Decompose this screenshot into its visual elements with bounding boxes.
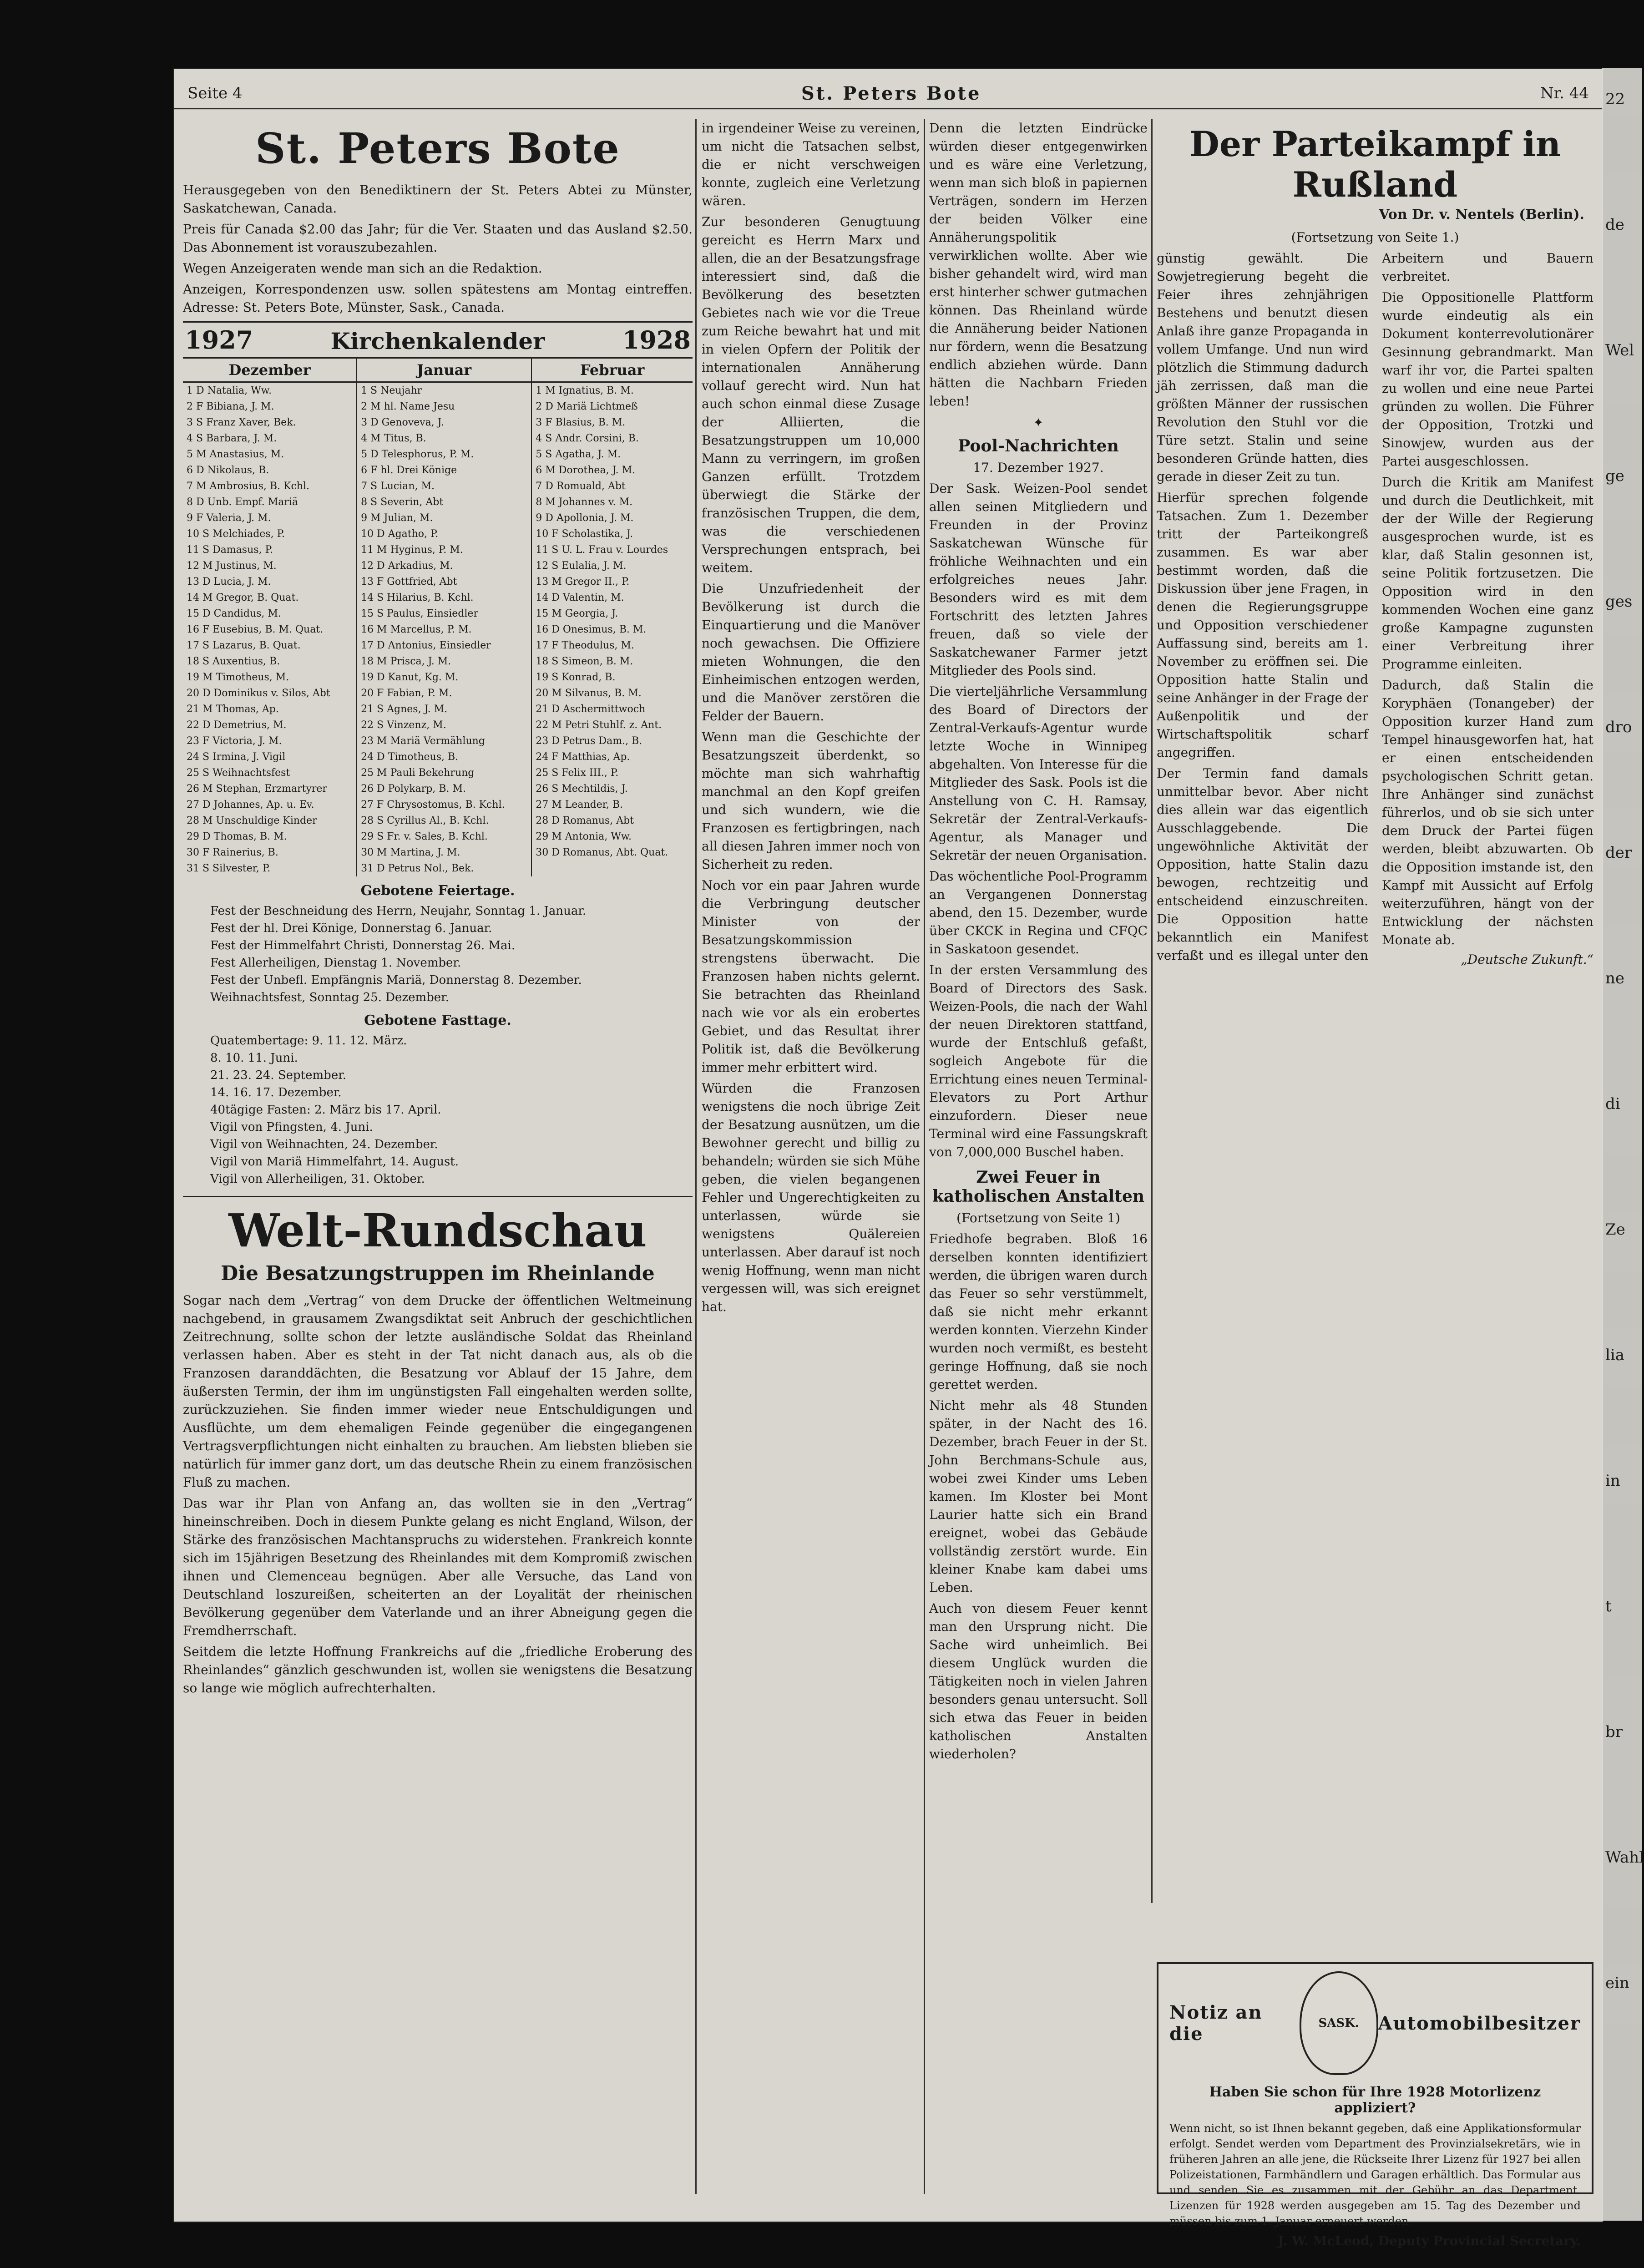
calendar-row (183, 845, 693, 861)
calendar-cell: 6 D Nikolaus, B. (187, 465, 269, 476)
calendar-cell: 13 M Gregor II., P. (531, 574, 693, 590)
pool-paragraph: In der ersten Versammlung des Board of Directors des Sask. Weizen-Pools, die nach der Wahl der neuen Direktoren stattfand, wurde der Entschluß gefaßt, sogleich Angebote für die Errichtung eines neuen Terminal-Elevators zu Port Arthur einzufordern. Dieser neue Terminal wird eine Fassungskraft von 7,000,000 Buschel haben. (929, 962, 1148, 1159)
calendar-row (183, 574, 693, 590)
calendar-row (183, 813, 693, 829)
calendar-row (183, 606, 693, 622)
fast-item: Vigil von Weihnachten, 24. Dezember. (210, 1138, 438, 1151)
calendar-cell: 26 M Stephan, Erzmartyrer (187, 783, 327, 795)
calendar-cell: 17 D Antonius, Einsiedler (357, 638, 531, 653)
party-paragraph: Hierfür sprechen folgende Tatsachen. Zum 1. Dezember tritt der Parteikongreß zusammen. Es war aber bestimmt worden, daß die Diskussion über jene Fragen, in denen die Regierungsgruppe und Opposition verschiedener Auffassung sind, bereits am 1. November zu eröffnen sei. Die Opposition hatte Stalin und seine Anhänger in der Frage der Außenpolitik und der Wirtschaftspolitik scharf angegriffen. (1157, 490, 1368, 760)
fire-subtitle: (Fortsetzung von Seite 1) (956, 1210, 1120, 1225)
calendar-cell: 25 M Pauli Bekehrung (357, 765, 531, 781)
calendar-cell: 28 M Unschuldige Kinder (187, 815, 317, 826)
calendar-row (183, 399, 693, 415)
calendar-cell: 2 D Mariä Lichtmeß (531, 399, 693, 415)
edge-text-fragment: Ze (1605, 1220, 1625, 1239)
calendar-cell: 23 D Petrus Dam., B. (531, 733, 693, 749)
calendar-row (183, 653, 693, 669)
article-paragraph: Die Unzufriedenheit der Bevölkerung ist durch die Einquartierung und die Manöver noch gewachsen. Die Offiziere mieten Wohnungen, die den Einheimischen entzogen werden, und die Manöver zerstören die Felder der Bauern. (702, 581, 920, 724)
calendar-row (183, 526, 693, 542)
column-divider (1151, 119, 1153, 1903)
party-paragraph: Dadurch, daß Stalin die Koryphäen (Tonangeber) der Opposition kurzer Hand zum Tempel hinausgeworfen hat, hat er einen entscheidenden psychologischen Schritt getan. Ihre Anhänger sind zunächst führerlos, und ob sie sich unter dem Druck der Partei fügen werden, bleibt abzuwarten. Ob die Opposition imstande ist, den Kampf mit Aussicht auf Erfolg weiterzuführen, hängt von der Entwicklung der nächsten Monate ab. (1382, 678, 1593, 947)
edge-text-fragment: de (1605, 216, 1624, 234)
calendar-row (183, 861, 693, 876)
party-title: Der Parteikampf in Rußland (1189, 124, 1561, 205)
ad-left-text: Notiz an die (1169, 2002, 1263, 2045)
calendar-row (183, 430, 693, 446)
calendar-cell: 15 M Georgia, J. (531, 606, 693, 622)
fast-item: Vigil von Pfingsten, 4. Juni. (210, 1120, 373, 1134)
calendar-cell: 10 D Agatho, P. (357, 526, 531, 542)
calendar-cell: 18 S Simeon, B. M. (531, 653, 693, 669)
calendar-cell: 15 D Candidus, M. (187, 608, 281, 619)
calendar-cell: 24 D Timotheus, B. (357, 749, 531, 765)
calendar-cell: 12 D Arkadius, M. (357, 558, 531, 574)
calendar-cell: 14 S Hilarius, B. Kchl. (357, 590, 531, 606)
calendar-cell: 30 M Martina, J. M. (357, 845, 531, 861)
calendar-cell: 9 D Apollonia, J. M. (531, 510, 693, 526)
edge-text-fragment: br (1605, 1723, 1623, 1741)
party-byline: Von Dr. v. Nentels (Berlin). (1379, 207, 1584, 223)
fire-title: Zwei Feuer in katholischen Anstalten (932, 1168, 1145, 1206)
fast-item: Vigil von Mariä Himmelfahrt, 14. August. (210, 1155, 459, 1169)
edge-text-fragment: Wahl (1605, 1848, 1644, 1867)
welt-paragraph: Sogar nach dem „Vertrag“ von dem Drucke der öffentlichen Weltmeinung nachgebend, in grausamem Zwangsdiktat seit Anbruch der geschichtlichen Zeitrechnung, sollte schon der letzte ausländische Soldat das Rheinland verlassen haben. Aber es steht in der Tat nicht danach aus, als ob die Franzosen daranddächten, die Besatzung vor Ablauf der 15 Jahre, dem äußersten Termin, der ihm im ungünstigsten Fall eingehalten werden sollte, zurückzuziehen. Sie finden immer wieder neue Entschuldigungen und Ausflüchte, um dem ehemaligen Feinde gegenüber die eingegangenen Vertragsverpflichtungen nicht einhalten zu brauchen. Am liebsten blieben sie natürlich für immer ganz dort, um das deutsche Rhein zu einem französischen Fluß zu machen. (183, 1293, 693, 1490)
month-january: Januar (357, 359, 531, 382)
edge-text-fragment: 22 (1605, 90, 1625, 108)
calendar-row (183, 558, 693, 574)
calendar-cell: 3 S Franz Xaver, Bek. (187, 417, 296, 428)
calendar-cell: 2 F Bibiana, J. M. (187, 401, 274, 412)
calendar-row (183, 733, 693, 749)
fast-item: 40tägige Fasten: 2. März bis 17. April. (210, 1103, 441, 1117)
feasts-title: Gebotene Feiertage. (360, 883, 515, 899)
feast-item: Fest Allerheiligen, Dienstag 1. November. (210, 956, 461, 970)
calendar-row (183, 462, 693, 478)
calendar-row (183, 622, 693, 638)
calendar-row (183, 382, 693, 399)
calendar-row (183, 446, 693, 462)
pool-paragraph: Der Sask. Weizen-Pool sendet allen seinen Mitgliedern und Freunden in der Provinz Saskatchewan Wünsche für fröhliche Weihnachten und ein erfolgreiches neues Jahr. Besonders wird es mit dem Fortschritt des letzten Jahres freuen, daß so viele der Saskatchewaner Farmer jetzt Mitglieder des Pools sind. (929, 481, 1148, 678)
calendar-cell: 19 D Kanut, Kg. M. (357, 669, 531, 685)
column-1 (183, 119, 693, 2194)
calendar-cell: 22 D Demetrius, M. (187, 719, 287, 731)
feasts-list (183, 902, 693, 1006)
calendar-cell: 29 S Fr. v. Sales, B. Kchl. (357, 829, 531, 845)
calendar-row (183, 415, 693, 430)
article-paragraph: Denn die letzten Eindrücke würden dieser entgegenwirken und es wäre eine Verletzung, wenn man sich bloß in papiernen Verträgen, sondern im Herzen der beiden Völker eine Annäherungspolitik verwirklichen wollte. Aber wie bisher gehandelt wird, wird man erst hinterher schwer gutmachen können. Das Rheinland würde die Annäherung beider Nationen nur fördern, wenn die Besatzung endlich abziehen würde. Dann hätten die Nachbarn Frieden leben! (929, 121, 1148, 409)
calendar-cell: 18 S Auxentius, B. (187, 656, 280, 667)
calendar-row (183, 765, 693, 781)
fire-paragraph: Friedhofe begraben. Bloß 16 derselben konnten identifiziert werden, die übrigen waren durch das Feuer so sehr verstümmelt, daß sie nicht mehr erkannt werden konnten. Vierzehn Kinder wurden noch vermißt, es besteht geringe Hoffnung, daß sie noch gerettet werden. (929, 1231, 1148, 1392)
edge-text-fragment: di (1605, 1095, 1620, 1113)
calendar-cell: 1 S Neujahr (357, 382, 531, 399)
calendar-cell: 5 S Agatha, J. M. (531, 446, 693, 462)
calendar-cell: 26 D Polykarp, B. M. (357, 781, 531, 797)
calendar-cell: 22 S Vinzenz, M. (357, 717, 531, 733)
calendar-cell: 4 M Titus, B. (357, 430, 531, 446)
calendar-cell: 15 S Paulus, Einsiedler (357, 606, 531, 622)
calendar-cell: 11 S Damasus, P. (187, 544, 273, 556)
calendar-cell: 16 M Marcellus, P. M. (357, 622, 531, 638)
article-paragraph: in irgendeiner Weise zu vereinen, um nicht die Tatsachen selbst, die er nicht verschweigen konnte, zugleich eine Verletzung wären. (702, 121, 920, 208)
calendar-cell: 3 D Genoveva, J. (357, 415, 531, 430)
calendar-row (183, 797, 693, 813)
fire-paragraph: Auch von diesem Feuer kennt man den Ursprung nicht. Die Sache wird unheimlich. Bei diesem Unglück wurden die Tätigkeiten noch in vielen Jahren besonders genau untersucht. Soll sich etwa das Feuer in beiden katholischen Anstalten wiederholen? (929, 1601, 1148, 1762)
feast-item: Weihnachtsfest, Sonntag 25. Dezember. (210, 991, 449, 1004)
calendar-cell: 7 S Lucian, M. (357, 478, 531, 494)
party-paragraph: Durch die Kritik am Manifest und durch die Deutlichkeit, mit der der Wille der Regierung ausgesprochen wurde, ist es klar, daß Stalin gesonnen ist, seine Politik fortzusetzen. Die Opposition wird in den kommenden Wochen eine ganz große Kampagne zugunsten einer Verbreitung ihrer Programme einleiten. (1382, 475, 1593, 672)
calendar-cell: 7 M Ambrosius, B. Kchl. (187, 481, 309, 492)
calendar-cell: 19 M Timotheus, M. (187, 672, 289, 683)
calendar-cell: 5 M Anastasius, M. (187, 449, 284, 460)
calendar-cell: 4 S Andr. Corsini, B. (531, 430, 693, 446)
calendar-cell: 14 M Gregor, B. Quat. (187, 592, 299, 603)
edge-text-fragment: der (1605, 844, 1632, 862)
calendar-cell: 27 D Johannes, Ap. u. Ev. (187, 799, 314, 810)
article-paragraph: Zur besonderen Genugtuung gereicht es Herrn Marx und allen, die an der Besatzungsfrage interessiert sind, daß die Bevölkerung des besetzten Gebietes nach wie vor die Treue zum Reiche bewahrt hat und mit in vielen Opfern der Politik der internationalen Annäherung vollauf gerecht wird. Nun hat auch schon einmal diese Zusage der Alliierten, die Besatzungstruppen um 10,000 Mann zu verringern, im großen Ganzen erfüllt. Trotzdem überwiegt die Stärke der französischen Truppen, die dem, was die verschiedenen Versprechungen entsprach, bei weitem. (702, 214, 920, 575)
welt-paragraph: Das war ihr Plan von Anfang an, das wollten sie in den „Vertrag“ hineinschreiben. Doch in diesem Punkte gelang es nicht England, Wilson, der Stärke des französischen Machtanspruchs zu widerstehen. Frankreich konnte sich im 15jährigen Besetzung des Rheinlandes mit dem Kompromiß zwischen ihnen und Clemenceau begnügen. Aber alle Versuche, das Land von Deutschland loszureißen, scheiterten an der Loyalität der rheinischen Bevölkerung gegenüber dem Vaterlande und an ihrer Abneigung gegen die Fremdherrschaft. (183, 1496, 693, 1638)
calendar-title: Kirchenkalender (330, 328, 545, 354)
calendar-row (183, 781, 693, 797)
ad-question: Haben Sie schon für Ihre 1928 Motorlizenz appliziert? (1209, 2084, 1541, 2116)
ad-body: Wenn nicht, so ist Ihnen bekannt gegeben, daß eine Applikationsformular erfolgt. Sendet werden vom Department des Provinzialsekretärs, wie in früheren Jahren an alle jene, die Rückseite Ihrer Lizenz für 1927 bei allen Polizeistationen, Farmhändlern und Garagen erhältlich. Das Formular aus und senden Sie es zusammen mit der Gebühr an das Department. Lizenzen für 1928 werden ausgegeben am 15. Tag des Dezember und müssen bis zum 1. Januar erneuert werden. (1169, 2122, 1581, 2228)
calendar-cell: 16 F Eusebius, B. M. Quat. (187, 624, 324, 635)
masthead-title: St. Peters Bote (255, 124, 620, 173)
seal-label: SASK. (1318, 2016, 1359, 2030)
article-paragraph: Würden die Franzosen wenigstens die noch übrige Zeit der Besatzung ausnützen, um die Bewohner gerecht und billig zu behandeln; würden sie sich Mühe geben, die vielen begangenen Fehler und Ungerechtigkeiten zu unterlassen, würde sie wenigstens Quälereien unterlassen. Aber darauf ist noch wenig Hoffnung, wenn man nicht vergessen will, was sich ereignet hat. (702, 1081, 920, 1314)
calendar-row (183, 478, 693, 494)
page-header (174, 78, 1603, 110)
calendar-cell: 30 F Rainerius, B. (187, 847, 278, 858)
calendar-cell: 20 F Fabian, P. M. (357, 685, 531, 701)
calendar-cell: 31 D Petrus Nol., Bek. (357, 861, 531, 876)
calendar-body (183, 382, 693, 877)
masthead-deadline: Anzeigen, Korrespondenzen usw. sollen spätestens am Montag eintreffen. Adresse: St. Peters Bote, Münster, Sask., Canada. (183, 282, 693, 315)
calendar-cell: 29 M Antonia, Ww. (531, 829, 693, 845)
fast-item: Quatembertage: 9. 11. 12. März. (210, 1034, 407, 1048)
pool-paragraph: Das wöchentliche Pool-Programm an Vergangenen Donnerstag abend, den 15. Dezember, wurde über CKCK in Regina und CFQC in Saskatoon gesendet. (929, 869, 1148, 957)
column-3 (929, 119, 1148, 2194)
calendar-cell: 13 F Gottfried, Abt (357, 574, 531, 590)
calendar-cell: 7 D Romuald, Abt (531, 478, 693, 494)
calendar-cell: 27 F Chrysostomus, B. Kchl. (357, 797, 531, 813)
ad-signature: J. W. McLeod, Deputy Provincial Secretary. (1278, 2233, 1581, 2248)
page-number: Seite 4 (187, 84, 243, 102)
calendar-cell: 26 S Mechtildis, J. (531, 781, 693, 797)
provincial-seal-icon (1300, 1971, 1378, 2075)
feast-item: Fest der Himmelfahrt Christi, Donnerstag 26. Mai. (210, 939, 516, 952)
edge-text-fragment: dro (1605, 718, 1632, 736)
welt-rundschau-title: Welt-Rundschau (183, 1196, 693, 1257)
calendar-cell: 20 D Dominikus v. Silos, Abt (187, 688, 330, 699)
article-paragraph: Wenn man die Geschichte der Besatzungszeit überdenkt, so möchte man sich wahrhaftig manchmal an den Kopf greifen und sich wundern, wie die Franzosen es fertigbringen, nach all diesen Jahren immer noch von Sicherheit zu reden. (702, 729, 920, 872)
calendar-cell: 21 M Thomas, Ap. (187, 704, 279, 715)
calendar-cell: 10 S Melchiades, P. (187, 528, 285, 540)
party-paragraph: Der Termin fand damals unmittelbar bevor. Aber nicht dies allein war das eigentlich Ausschlaggebende. Die ungewöhnliche Aktivität der Opposition, hatte Stalin dazu bewogen, rechtzeitig und entscheidend einzuschreiten. Die Opposition hatte bekanntlich ein Manifest verfaßt und es illegal unter den Arbeitern und Bauern verbreitet. (1157, 251, 1593, 963)
masthead-publisher: Herausgegeben von den Benediktinern der St. Peters Abtei zu Münster, Saskatchewan, Canada. (183, 182, 693, 216)
calendar-cell: 12 M Justinus, M. (187, 560, 277, 572)
pool-title: Pool-Nachrichten (958, 436, 1119, 456)
calendar-cell: 31 S Silvester, P. (187, 863, 271, 874)
calendar-row (183, 638, 693, 653)
masthead-price: Preis für Canada $2.00 das Jahr; für die Ver. Staaten und das Ausland $2.50. Das Abonnement ist vorauszubezahlen. (183, 222, 693, 255)
calendar-row (183, 590, 693, 606)
edge-text-fragment: ges (1605, 592, 1633, 611)
fasts-list (183, 1032, 693, 1188)
fast-item: Vigil von Allerheiligen, 31. Oktober. (210, 1172, 425, 1186)
ad-right-text: Automobilbesitzer (1378, 2012, 1581, 2034)
edge-text-fragment: ge (1605, 467, 1624, 485)
fasts-title: Gebotene Fasttage. (364, 1012, 511, 1028)
calendar-cell: 28 S Cyrillus Al., B. Kchl. (357, 813, 531, 829)
automobile-notice-ad (1157, 1962, 1593, 2248)
fire-paragraph: Nicht mehr als 48 Stunden später, in der Nacht des 16. Dezember, brach Feuer in der St. John Berchmans-Schule aus, wobei zwei Kinder ums Leben kamen. Im Kloster bei Mont Laurier hatte sich ein Brand ereignet, wobei das Gebäude vollständig zerstört wurde. Ein kleiner Knabe kam dabei ums Leben. (929, 1398, 1148, 1595)
calendar-cell: 8 M Johannes v. M. (531, 494, 693, 510)
calendar-table (183, 359, 693, 876)
calendar-cell: 6 M Dorothea, J. M. (531, 462, 693, 478)
calendar-cell: 19 S Konrad, B. (531, 669, 693, 685)
calendar-cell: 25 S Weihnachtsfest (187, 767, 290, 779)
calendar-row (183, 669, 693, 685)
calendar-cell: 24 S Irmina, J. Vigil (187, 751, 286, 763)
calendar-cell: 22 M Petri Stuhlf. z. Ant. (531, 717, 693, 733)
pool-paragraph: Die vierteljährliche Versammlung des Board of Directors der Zentral-Verkaufs-Agentur wurde letzte Woche in Winnipeg abgehalten. Von Interesse für die Mitglieder des Sask. Pools ist die Anstellung von C. H. Ramsay, Sekretär der Zentral-Verkaufs-Agentur, als Manager und Sekretär der neuen Organisation. (929, 684, 1148, 863)
calendar-header (183, 321, 693, 359)
calendar-cell: 24 F Matthias, Ap. (531, 749, 693, 765)
calendar-cell: 23 M Mariä Vermählung (357, 733, 531, 749)
column-divider (924, 119, 925, 2194)
calendar-row (183, 701, 693, 717)
fast-item: 8. 10. 11. Juni. (210, 1051, 298, 1065)
fast-item: 21. 23. 24. September. (210, 1068, 347, 1082)
feast-item: Fest der Unbefl. Empfängnis Mariä, Donnerstag 8. Dezember. (210, 973, 582, 987)
pool-date: 17. Dezember 1927. (973, 460, 1104, 475)
fast-item: 14. 16. 17. Dezember. (210, 1086, 342, 1099)
calendar-cell: 30 D Romanus, Abt. Quat. (531, 845, 693, 861)
calendar-cell: 8 D Unb. Empf. Mariä (187, 496, 298, 508)
calendar-cell: 11 M Hyginus, P. M. (357, 542, 531, 558)
edge-text-fragment: lia (1605, 1346, 1625, 1364)
calendar-cell: 10 F Scholastika, J. (531, 526, 693, 542)
month-february: Februar (531, 359, 693, 382)
adjacent-page-edge (1602, 68, 1642, 2221)
calendar-cell: 13 D Lucia, J. M. (187, 576, 271, 587)
calendar-cell: 16 D Onesimus, B. M. (531, 622, 693, 638)
calendar-cell: 27 M Leander, B. (531, 797, 693, 813)
calendar-cell: 9 F Valeria, J. M. (187, 512, 271, 524)
column-divider (695, 119, 697, 2194)
feast-item: Fest der Beschneidung des Herrn, Neujahr, Sonntag 1. Januar. (210, 904, 587, 918)
calendar-cell: 21 D Aschermittwoch (531, 701, 693, 717)
calendar-cell: 29 D Thomas, B. M. (187, 831, 287, 842)
calendar-cell: 28 D Romanus, Abt (531, 813, 693, 829)
party-continued: (Fortsetzung von Seite 1.) (1291, 230, 1459, 245)
header-paper-name: St. Peters Bote (801, 82, 981, 104)
calendar-cell: 21 S Agnes, J. M. (357, 701, 531, 717)
calendar-row (183, 494, 693, 510)
calendar-row (183, 542, 693, 558)
calendar-row (183, 829, 693, 845)
article-paragraph: Noch vor ein paar Jahren wurde die Verbringung deutscher Minister von der Besatzungskommission strengstens überwacht. Die Franzosen haben nichts gelernt. Sie betrachten das Rheinland nach wie vor als ein erobertes Gebiet, und das Resultat ihrer Politik ist, daß die Bevölkerung immer mehr erbittert wird. (702, 878, 920, 1075)
separator: ✦ (1033, 415, 1044, 430)
calendar-cell: 3 F Blasius, B. M. (531, 415, 693, 430)
calendar-cell: 17 S Lazarus, B. Quat. (187, 640, 301, 651)
party-article-body (1157, 249, 1593, 1806)
calendar-cell (531, 861, 693, 876)
calendar-cell: 25 S Felix III., P. (531, 765, 693, 781)
calendar-row (183, 685, 693, 701)
calendar-cell: 17 F Theodulus, M. (531, 638, 693, 653)
edge-text-fragment: ein (1605, 1974, 1629, 1992)
calendar-cell: 1 D Natalia, Ww. (187, 385, 272, 396)
edge-text-fragment: Wel (1605, 341, 1634, 359)
party-paragraph: günstig gewählt. Die Sowjetregierung begeht die Feier ihres zehnjährigen Bestehens und benutzt diesen Anlaß ihre ganze Propaganda in vollem Umfange. Und nun wird plötzlich die Stimmung dadurch jäh zerrissen, daß man die größten Männer der russischen Revolution den Stuhl vor die Türe setzt. Stalin und seine besonderen Gründe hatten, dies gerade in dieser Zeit zu tun. (1157, 251, 1368, 484)
calendar-cell: 8 S Severin, Abt (357, 494, 531, 510)
party-source-quote: „Deutsche Zukunft.“ (1461, 952, 1593, 967)
calendar-cell: 23 F Victoria, J. M. (187, 735, 282, 747)
calendar-cell: 18 M Prisca, J. M. (357, 653, 531, 669)
month-december: Dezember (183, 359, 357, 382)
edge-text-fragment: t (1605, 1597, 1612, 1615)
edge-text-fragment: in (1605, 1472, 1620, 1490)
calendar-cell: 2 M hl. Name Jesu (357, 399, 531, 415)
calendar-row (183, 749, 693, 765)
calendar-cell: 20 M Silvanus, B. M. (531, 685, 693, 701)
column-2 (702, 119, 920, 2194)
calendar-cell: 6 F hl. Drei Könige (357, 462, 531, 478)
calendar-cell: 1 M Ignatius, B. M. (531, 382, 693, 399)
party-paragraph: Die Oppositionelle Plattform wurde eindeutig als ein Dokument konterrevolutionärer Gesinnung gebrandmarkt. Man warf ihr vor, die Partei spalten zu wollen und eine neue Partei gründen zu wollen. Die Führer der Opposition, Trotzki und Sinowjew, wurden aus der Partei ausgeschlossen. (1382, 290, 1593, 469)
calendar-cell: 9 M Julian, M. (357, 510, 531, 526)
calendar-cell: 5 D Telesphorus, P. M. (357, 446, 531, 462)
welt-subtitle: Die Besatzungstruppen im Rheinlande (221, 1262, 655, 1285)
issue-number: Nr. 44 (1540, 84, 1589, 102)
ad-header (1169, 1971, 1581, 2075)
calendar-row (183, 510, 693, 526)
welt-paragraph: Seitdem die letzte Hoffnung Frankreichs auf die „friedliche Eroberung des Rheinlandes“ gänzlich geschwunden ist, wollen sie wenigstens die Besatzung so lange wie möglich aufrechterhalten. (183, 1644, 693, 1696)
calendar-cell: 4 S Barbara, J. M. (187, 433, 277, 444)
calendar-year-left: 1927 (185, 325, 253, 354)
calendar-cell: 14 D Valentin, M. (531, 590, 693, 606)
column-4 (1157, 119, 1593, 2194)
feast-item: Fest der hl. Drei Könige, Donnerstag 6. Januar. (210, 921, 492, 935)
edge-text-fragment: ne (1605, 969, 1625, 987)
calendar-row (183, 717, 693, 733)
masthead-editorial: Wegen Anzeigeraten wende man sich an die Redaktion. (183, 261, 542, 276)
newspaper-page (173, 68, 1604, 2248)
calendar-year-right: 1928 (622, 325, 691, 354)
calendar-cell: 12 S Eulalia, J. M. (531, 558, 693, 574)
calendar-cell: 11 S U. L. Frau v. Lourdes (531, 542, 693, 558)
